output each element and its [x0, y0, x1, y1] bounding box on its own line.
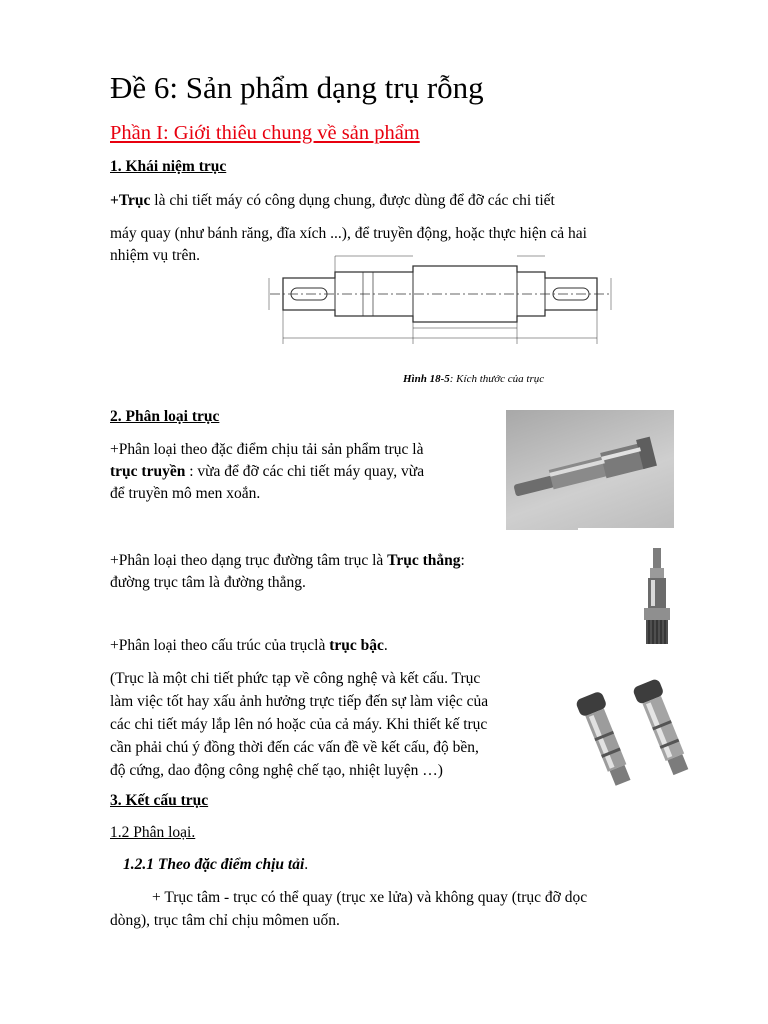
classification-c-line: [110, 634, 388, 658]
colon: :: [460, 552, 465, 569]
classification-a-line-2: [110, 460, 424, 484]
definition-line-2: máy quay (như bánh răng, đĩa xích ...), để truyền động, hoặc thực hiện cả hai: [110, 225, 587, 242]
note-line-5: độ cứng, dao động công nghệ chế tạo, nhiệt luyện …): [110, 762, 443, 779]
straight-shaft-photo: [578, 528, 733, 660]
definition-bold: +Trục: [110, 192, 151, 209]
definition-line-1: [110, 189, 555, 213]
classification-a-line-3: để truyền mô men xoắn.: [110, 485, 261, 502]
body-line-2: dòng), trục tâm chỉ chịu mômen uốn.: [110, 912, 340, 929]
classification-b-line-2: đường trục tâm là đường thẳng.: [110, 574, 306, 591]
definition-line-3: nhiệm vụ trên.: [110, 247, 200, 264]
section-2-heading: 2. Phân loại trục: [110, 408, 220, 425]
classification-a-text: : vừa để đỡ các chi tiết máy quay, vừa: [185, 463, 425, 480]
note-line-3: các chi tiết máy lắp lên nó hoặc của cả máy. Khi thiết kế trục: [110, 716, 488, 733]
classification-c-text: +Phân loại theo cấu trúc của trụclà: [110, 637, 330, 654]
subsection-heading: 1.2 Phân loại.: [110, 824, 196, 841]
period: .: [304, 856, 309, 873]
stepped-shaft-bold: trục bậc: [329, 637, 384, 654]
subsubsection-text: 1.2.1 Theo đặc điểm chịu tải: [123, 856, 305, 873]
section-3-heading: 3. Kết cấu trục: [110, 792, 209, 809]
transmission-shaft-photo: [506, 410, 674, 530]
note-line-4: cần phải chú ý đồng thời đến các vấn đề về kết cấu, độ bền,: [110, 739, 479, 756]
straight-shaft-bold: Trục thẳng: [387, 552, 461, 569]
note-line-1: (Trục là một chi tiết phức tạp về công nghệ và kết cấu. Trục: [110, 670, 481, 687]
part-heading: Phần I: Giới thiêu chung về sản phẩm: [110, 122, 420, 144]
trans-shaft-bold: trục truyền: [110, 463, 186, 480]
section-1-heading: 1. Khái niệm trục: [110, 158, 227, 175]
subsubsection-heading: [123, 853, 308, 877]
body-line-1: + Trục tâm - trục có thể quay (trục xe lửa) và không quay (trục đỡ dọc: [152, 889, 588, 906]
stepped-shaft-photo: [567, 672, 707, 797]
definition-text: là chi tiết máy có công dụng chung, được dùng để đỡ các chi tiết: [150, 192, 555, 209]
figure-caption: Hình 18-5: Kích thước của trục: [403, 373, 545, 385]
classification-b-text: +Phân loại theo dạng trục đường tâm trục là: [110, 552, 388, 569]
note-line-2: làm việc tốt hay xấu ảnh hưởng trực tiếp đến sự làm việc của: [110, 693, 489, 710]
shaft-drawing: [255, 248, 625, 393]
classification-b-line-1: [110, 549, 465, 573]
period: .: [383, 637, 388, 654]
document-title: Đề 6: Sản phẩm dạng trụ rỗng: [110, 70, 484, 105]
classification-a-line-1: +Phân loại theo đặc điểm chịu tải sản phẩm trục là: [110, 441, 424, 458]
